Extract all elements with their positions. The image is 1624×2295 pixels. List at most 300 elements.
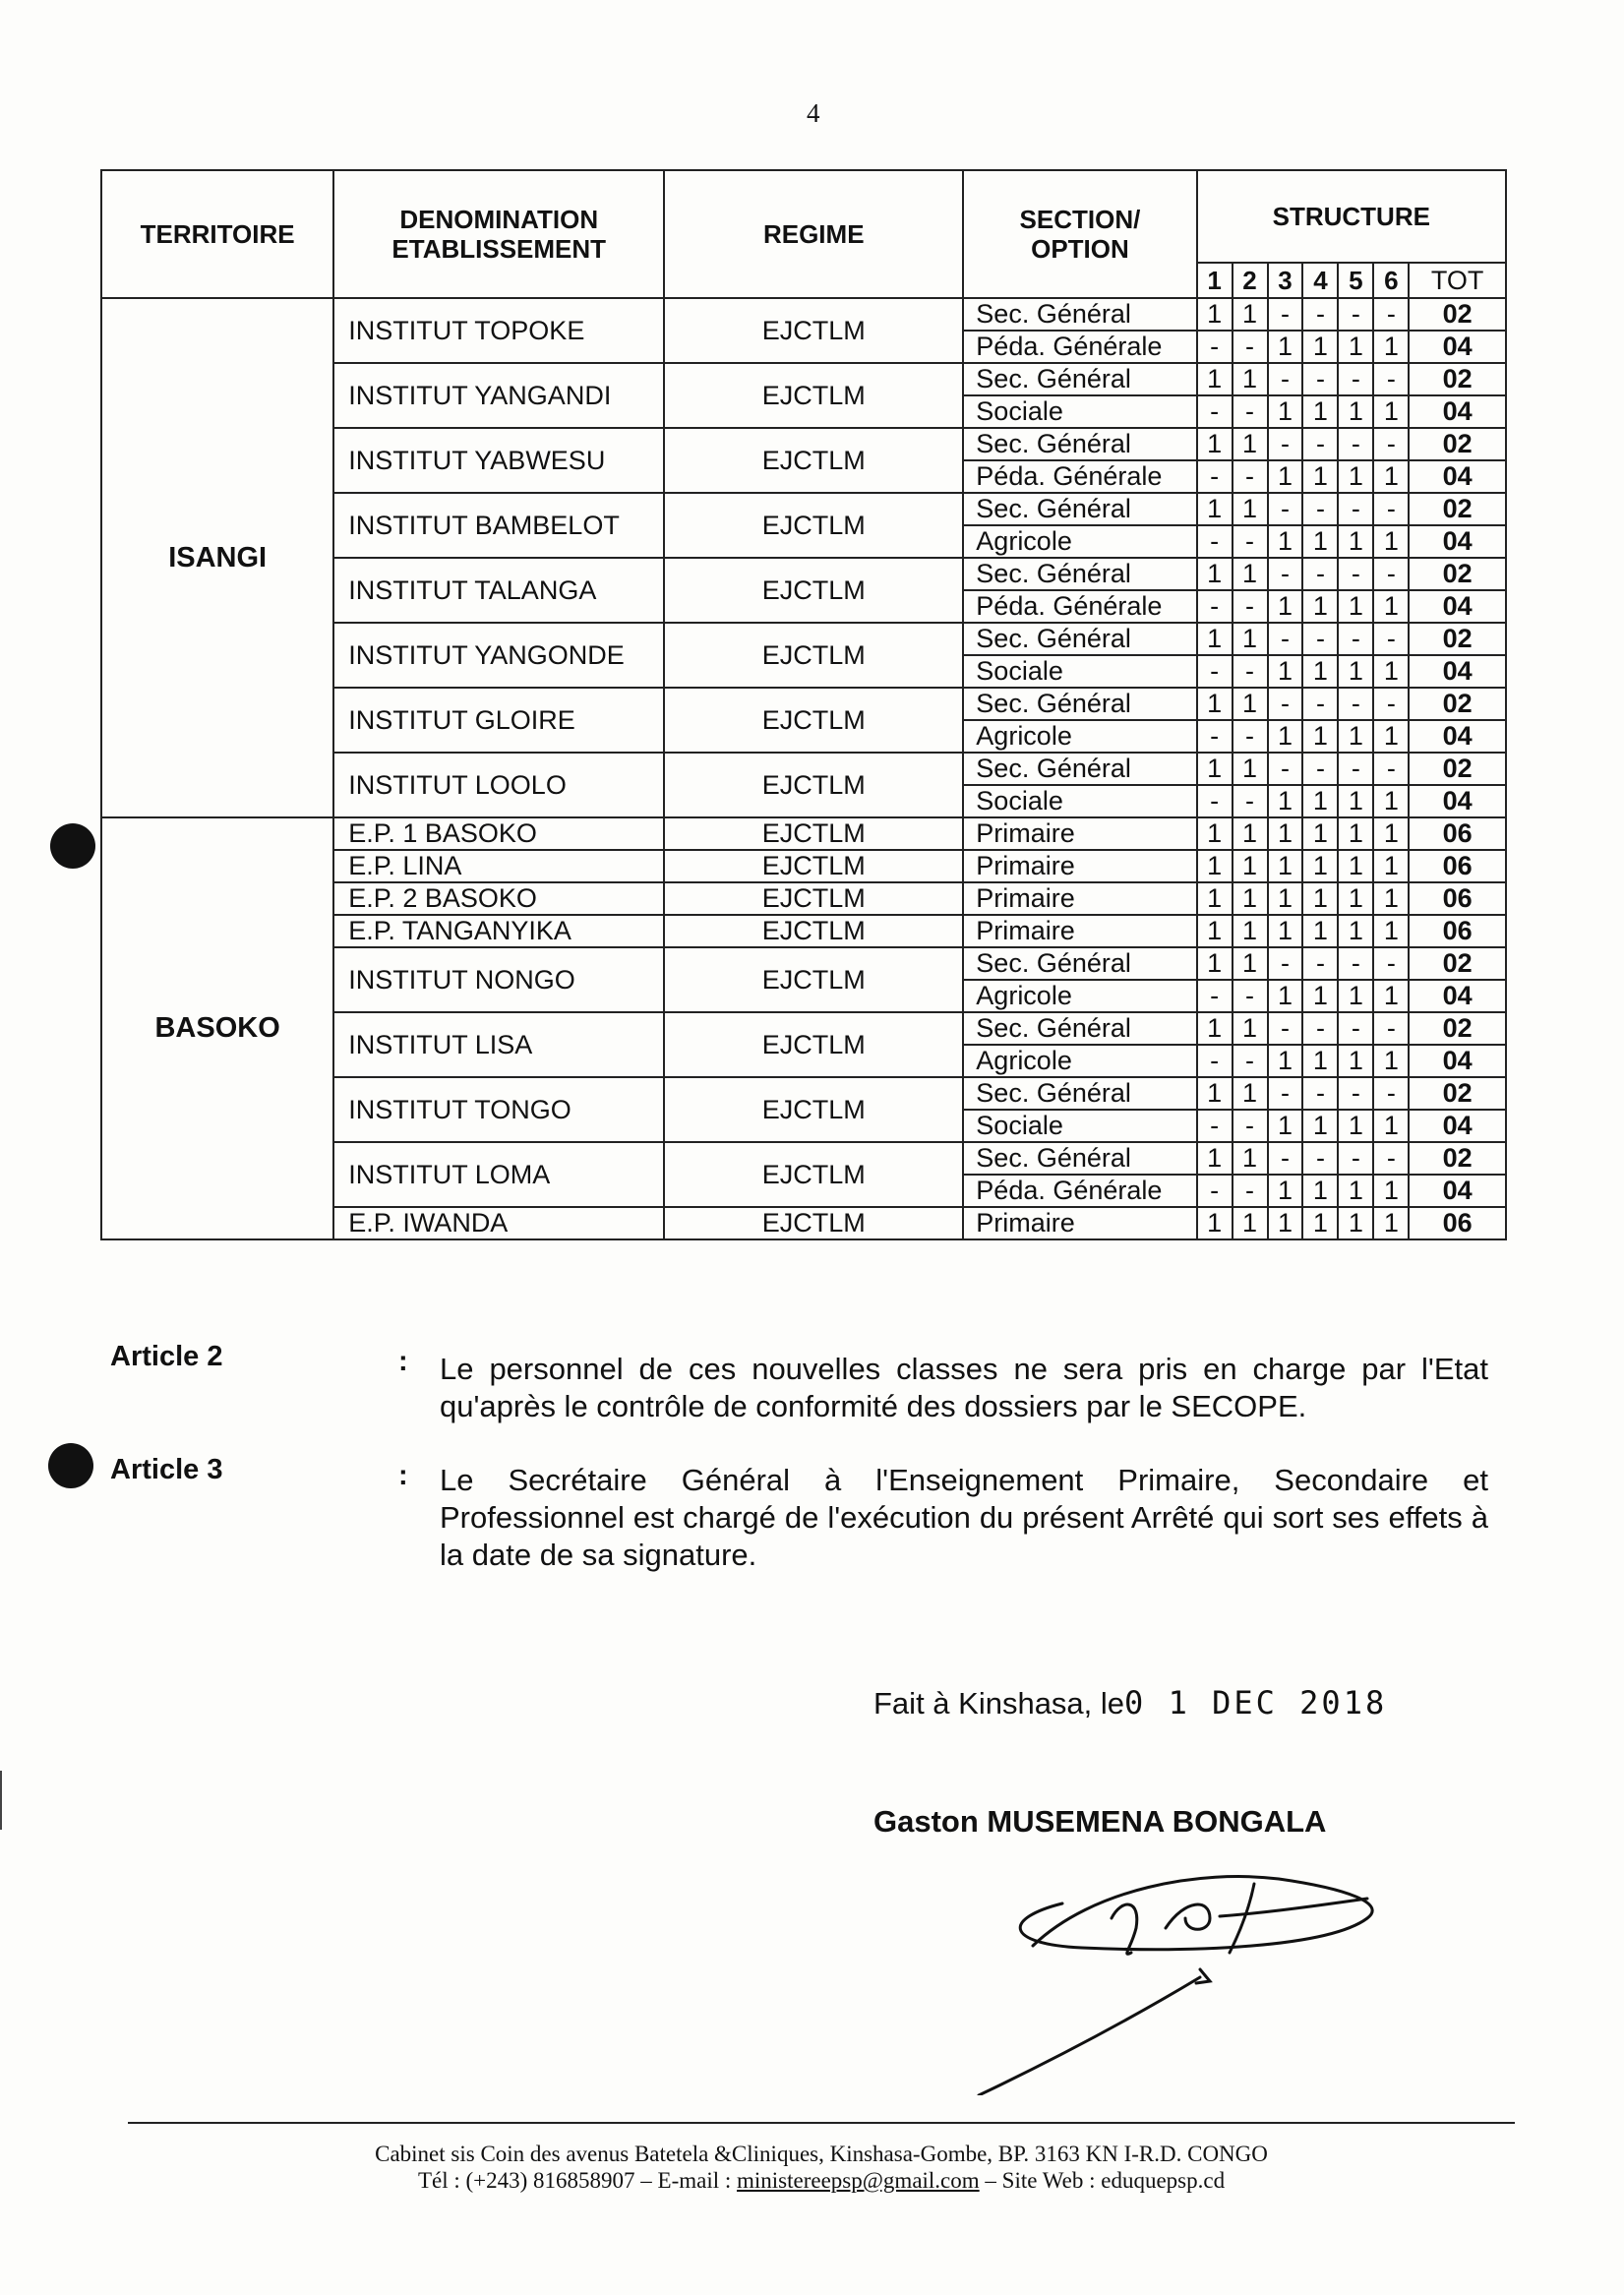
place-label: Fait à Kinshasa, le: [873, 1686, 1125, 1721]
level-2-cell: 1: [1233, 817, 1268, 850]
level-5-cell: -: [1338, 558, 1373, 590]
level-2-cell: 1: [1233, 428, 1268, 460]
section-cell: Sec. Général: [963, 688, 1196, 720]
level-4-cell: 1: [1302, 460, 1338, 493]
level-4-cell: 1: [1302, 980, 1338, 1012]
level-1-cell: 1: [1197, 623, 1233, 655]
level-3-cell: 1: [1268, 590, 1303, 623]
level-4-cell: -: [1302, 688, 1338, 720]
level-3-cell: 1: [1268, 331, 1303, 363]
level-2-cell: 1: [1233, 363, 1268, 395]
total-cell: 04: [1409, 395, 1506, 428]
page-number: 4: [807, 98, 820, 128]
level-2-cell: 1: [1233, 947, 1268, 980]
territoire-cell: BASOKO: [101, 817, 333, 1239]
level-1-cell: 1: [1197, 493, 1233, 525]
section-cell: Primaire: [963, 915, 1196, 947]
level-2-cell: 1: [1233, 493, 1268, 525]
section-cell: Agricole: [963, 720, 1196, 753]
section-cell: Sociale: [963, 395, 1196, 428]
level-2-cell: -: [1233, 1045, 1268, 1077]
level-3-cell: -: [1268, 493, 1303, 525]
footer-email-link[interactable]: ministereepsp@gmail.com: [737, 2168, 980, 2193]
level-2-cell: -: [1233, 1175, 1268, 1207]
school-name-cell: E.P. TANGANYIKA: [333, 915, 664, 947]
level-6-cell: 1: [1373, 525, 1409, 558]
level-6-cell: -: [1373, 688, 1409, 720]
section-cell: Sociale: [963, 655, 1196, 688]
level-1-cell: 1: [1197, 1077, 1233, 1110]
level-6-cell: 1: [1373, 882, 1409, 915]
level-3-cell: 1: [1268, 817, 1303, 850]
school-name-cell: INSTITUT TALANGA: [333, 558, 664, 623]
school-name-cell: E.P. 2 BASOKO: [333, 882, 664, 915]
header-level-6: 6: [1373, 263, 1409, 298]
regime-cell: EJCTLM: [664, 428, 963, 493]
article-3-text: Le Secrétaire Général à l'Enseignement Primaire, Secondaire et Professionnel est chargé de l'exécution du présent Arrêté qui sort ses effets à la date de sa signature.: [440, 1463, 1488, 1572]
section-cell: Sec. Général: [963, 428, 1196, 460]
header-level-2: 2: [1233, 263, 1268, 298]
school-name-cell: INSTITUT NONGO: [333, 947, 664, 1012]
level-6-cell: -: [1373, 428, 1409, 460]
level-2-cell: 1: [1233, 558, 1268, 590]
level-2-cell: -: [1233, 980, 1268, 1012]
school-name-cell: E.P. 1 BASOKO: [333, 817, 664, 850]
regime-cell: EJCTLM: [664, 493, 963, 558]
level-3-cell: -: [1268, 298, 1303, 331]
level-3-cell: 1: [1268, 1207, 1303, 1239]
footer-website: – Site Web : eduquepsp.cd: [979, 2168, 1226, 2193]
level-3-cell: 1: [1268, 915, 1303, 947]
total-cell: 02: [1409, 1012, 1506, 1045]
article-3-label: Article 3: [110, 1454, 223, 1485]
level-5-cell: 1: [1338, 1110, 1373, 1142]
total-cell: 06: [1409, 817, 1506, 850]
level-2-cell: -: [1233, 395, 1268, 428]
level-6-cell: 1: [1373, 331, 1409, 363]
section-cell: Agricole: [963, 1045, 1196, 1077]
level-6-cell: -: [1373, 1012, 1409, 1045]
total-cell: 02: [1409, 493, 1506, 525]
school-name-cell: INSTITUT BAMBELOT: [333, 493, 664, 558]
level-3-cell: 1: [1268, 882, 1303, 915]
level-3-cell: 1: [1268, 785, 1303, 817]
level-6-cell: 1: [1373, 1045, 1409, 1077]
level-2-cell: 1: [1233, 850, 1268, 882]
total-cell: 04: [1409, 655, 1506, 688]
level-2-cell: -: [1233, 460, 1268, 493]
regime-cell: EJCTLM: [664, 947, 963, 1012]
school-name-cell: INSTITUT TOPOKE: [333, 298, 664, 363]
level-1-cell: -: [1197, 395, 1233, 428]
section-cell: Primaire: [963, 1207, 1196, 1239]
level-6-cell: -: [1373, 623, 1409, 655]
regime-cell: EJCTLM: [664, 817, 963, 850]
level-4-cell: -: [1302, 363, 1338, 395]
level-3-cell: -: [1268, 1077, 1303, 1110]
level-1-cell: 1: [1197, 428, 1233, 460]
section-cell: Péda. Générale: [963, 460, 1196, 493]
total-cell: 04: [1409, 331, 1506, 363]
level-5-cell: 1: [1338, 1045, 1373, 1077]
scan-edge-mark: [0, 1771, 2, 1830]
level-2-cell: 1: [1233, 882, 1268, 915]
level-6-cell: 1: [1373, 1207, 1409, 1239]
level-5-cell: -: [1338, 298, 1373, 331]
level-5-cell: 1: [1338, 1207, 1373, 1239]
total-cell: 02: [1409, 947, 1506, 980]
regime-cell: EJCTLM: [664, 915, 963, 947]
level-5-cell: -: [1338, 363, 1373, 395]
level-5-cell: 1: [1338, 817, 1373, 850]
level-5-cell: 1: [1338, 525, 1373, 558]
level-4-cell: 1: [1302, 1207, 1338, 1239]
section-cell: Sec. Général: [963, 493, 1196, 525]
school-name-cell: INSTITUT GLOIRE: [333, 688, 664, 753]
total-cell: 04: [1409, 590, 1506, 623]
regime-cell: EJCTLM: [664, 623, 963, 688]
total-cell: 04: [1409, 1110, 1506, 1142]
level-3-cell: 1: [1268, 980, 1303, 1012]
level-2-cell: 1: [1233, 688, 1268, 720]
level-1-cell: -: [1197, 1175, 1233, 1207]
total-cell: 06: [1409, 1207, 1506, 1239]
header-denomination: DENOMINATION ETABLISSEMENT: [333, 170, 664, 298]
level-5-cell: -: [1338, 1077, 1373, 1110]
level-1-cell: 1: [1197, 688, 1233, 720]
footer-contact: [128, 2168, 1515, 2194]
footer-phone: Tél : (+243) 816858907 – E-mail :: [417, 2168, 737, 2193]
level-4-cell: 1: [1302, 655, 1338, 688]
level-3-cell: -: [1268, 947, 1303, 980]
article-2-label: Article 2: [110, 1341, 223, 1372]
level-4-cell: 1: [1302, 720, 1338, 753]
level-4-cell: 1: [1302, 785, 1338, 817]
level-3-cell: 1: [1268, 720, 1303, 753]
level-2-cell: 1: [1233, 915, 1268, 947]
level-4-cell: -: [1302, 428, 1338, 460]
level-1-cell: -: [1197, 525, 1233, 558]
level-6-cell: -: [1373, 558, 1409, 590]
level-5-cell: 1: [1338, 980, 1373, 1012]
level-1-cell: -: [1197, 720, 1233, 753]
level-6-cell: 1: [1373, 590, 1409, 623]
date-stamp: 0 1 DEC 2018: [1124, 1684, 1388, 1721]
level-5-cell: -: [1338, 688, 1373, 720]
level-4-cell: 1: [1302, 395, 1338, 428]
level-1-cell: -: [1197, 980, 1233, 1012]
level-1-cell: 1: [1197, 882, 1233, 915]
level-2-cell: 1: [1233, 1207, 1268, 1239]
total-cell: 02: [1409, 1077, 1506, 1110]
total-cell: 06: [1409, 850, 1506, 882]
level-5-cell: -: [1338, 753, 1373, 785]
level-1-cell: -: [1197, 460, 1233, 493]
level-2-cell: -: [1233, 1110, 1268, 1142]
article-2-text: Le personnel de ces nouvelles classes ne sera pris en charge par l'Etat qu'après le contrôle de conformité des dossiers par le SECOPE.: [440, 1352, 1488, 1423]
section-cell: Sociale: [963, 1110, 1196, 1142]
section-cell: Agricole: [963, 525, 1196, 558]
level-5-cell: -: [1338, 493, 1373, 525]
regime-cell: EJCTLM: [664, 1142, 963, 1207]
level-3-cell: 1: [1268, 1110, 1303, 1142]
school-name-cell: INSTITUT YANGANDI: [333, 363, 664, 428]
level-4-cell: 1: [1302, 331, 1338, 363]
level-5-cell: 1: [1338, 785, 1373, 817]
level-3-cell: -: [1268, 623, 1303, 655]
level-4-cell: -: [1302, 298, 1338, 331]
total-cell: 04: [1409, 1175, 1506, 1207]
footer-divider: [128, 2122, 1515, 2124]
level-2-cell: 1: [1233, 298, 1268, 331]
level-2-cell: 1: [1233, 1012, 1268, 1045]
article-2-colon: :: [398, 1346, 408, 1377]
regime-cell: EJCTLM: [664, 1077, 963, 1142]
level-4-cell: -: [1302, 1077, 1338, 1110]
level-1-cell: 1: [1197, 558, 1233, 590]
level-5-cell: 1: [1338, 915, 1373, 947]
level-6-cell: -: [1373, 363, 1409, 395]
level-6-cell: 1: [1373, 1110, 1409, 1142]
header-regime: REGIME: [664, 170, 963, 298]
level-4-cell: 1: [1302, 1175, 1338, 1207]
section-cell: Péda. Générale: [963, 1175, 1196, 1207]
header-level-3: 3: [1268, 263, 1303, 298]
header-territoire: TERRITOIRE: [101, 170, 333, 298]
regime-cell: EJCTLM: [664, 558, 963, 623]
footer-address: Cabinet sis Coin des avenus Batetela &Cliniques, Kinshasa-Gombe, BP. 3163 KN I-R.D. CONGO: [375, 2142, 1268, 2166]
level-1-cell: 1: [1197, 947, 1233, 980]
level-4-cell: 1: [1302, 1110, 1338, 1142]
level-1-cell: 1: [1197, 1207, 1233, 1239]
level-2-cell: 1: [1233, 1077, 1268, 1110]
school-name-cell: INSTITUT LISA: [333, 1012, 664, 1077]
level-6-cell: -: [1373, 753, 1409, 785]
total-cell: 02: [1409, 298, 1506, 331]
level-5-cell: -: [1338, 1142, 1373, 1175]
regime-cell: EJCTLM: [664, 1207, 963, 1239]
section-cell: Péda. Générale: [963, 331, 1196, 363]
punch-hole-mark: [48, 1443, 93, 1488]
level-6-cell: 1: [1373, 655, 1409, 688]
level-6-cell: 1: [1373, 460, 1409, 493]
level-3-cell: -: [1268, 363, 1303, 395]
level-4-cell: 1: [1302, 915, 1338, 947]
level-3-cell: 1: [1268, 1045, 1303, 1077]
level-5-cell: -: [1338, 947, 1373, 980]
total-cell: 06: [1409, 882, 1506, 915]
school-name-cell: E.P. LINA: [333, 850, 664, 882]
level-6-cell: -: [1373, 1077, 1409, 1110]
total-cell: 04: [1409, 980, 1506, 1012]
section-cell: Sec. Général: [963, 1142, 1196, 1175]
level-5-cell: 1: [1338, 850, 1373, 882]
header-level-5: 5: [1338, 263, 1373, 298]
total-cell: 02: [1409, 753, 1506, 785]
header-section: SECTION/ OPTION: [963, 170, 1196, 298]
level-1-cell: 1: [1197, 850, 1233, 882]
level-1-cell: 1: [1197, 1012, 1233, 1045]
level-5-cell: -: [1338, 428, 1373, 460]
level-6-cell: -: [1373, 1142, 1409, 1175]
total-cell: 04: [1409, 460, 1506, 493]
structure-table: [100, 169, 1507, 1240]
level-4-cell: -: [1302, 947, 1338, 980]
level-5-cell: 1: [1338, 395, 1373, 428]
section-cell: Péda. Générale: [963, 590, 1196, 623]
level-2-cell: -: [1233, 720, 1268, 753]
handwritten-signature: [974, 1859, 1407, 2095]
school-name-cell: INSTITUT YABWESU: [333, 428, 664, 493]
level-2-cell: -: [1233, 785, 1268, 817]
level-5-cell: 1: [1338, 655, 1373, 688]
total-cell: 04: [1409, 720, 1506, 753]
table-header-row: [101, 170, 1506, 263]
level-3-cell: 1: [1268, 1175, 1303, 1207]
level-1-cell: -: [1197, 785, 1233, 817]
section-cell: Primaire: [963, 882, 1196, 915]
total-cell: 02: [1409, 363, 1506, 395]
section-cell: Sec. Général: [963, 1077, 1196, 1110]
school-name-cell: INSTITUT LOOLO: [333, 753, 664, 817]
total-cell: 02: [1409, 623, 1506, 655]
level-2-cell: -: [1233, 331, 1268, 363]
section-cell: Sec. Général: [963, 753, 1196, 785]
regime-cell: EJCTLM: [664, 363, 963, 428]
level-6-cell: -: [1373, 493, 1409, 525]
level-2-cell: -: [1233, 655, 1268, 688]
level-3-cell: -: [1268, 753, 1303, 785]
level-3-cell: 1: [1268, 395, 1303, 428]
level-4-cell: 1: [1302, 882, 1338, 915]
level-6-cell: 1: [1373, 850, 1409, 882]
level-1-cell: 1: [1197, 298, 1233, 331]
total-cell: 04: [1409, 1045, 1506, 1077]
level-5-cell: 1: [1338, 1175, 1373, 1207]
school-name-cell: INSTITUT LOMA: [333, 1142, 664, 1207]
level-1-cell: -: [1197, 1110, 1233, 1142]
level-5-cell: 1: [1338, 720, 1373, 753]
level-6-cell: -: [1373, 298, 1409, 331]
level-3-cell: -: [1268, 688, 1303, 720]
level-1-cell: 1: [1197, 363, 1233, 395]
territoire-cell: ISANGI: [101, 298, 333, 817]
table-row: [101, 817, 1506, 850]
punch-hole-mark: [50, 823, 95, 869]
regime-cell: EJCTLM: [664, 882, 963, 915]
total-cell: 02: [1409, 688, 1506, 720]
regime-cell: EJCTLM: [664, 753, 963, 817]
total-cell: 04: [1409, 525, 1506, 558]
header-level-1: 1: [1197, 263, 1233, 298]
level-4-cell: -: [1302, 558, 1338, 590]
section-cell: Sec. Général: [963, 298, 1196, 331]
level-1-cell: 1: [1197, 915, 1233, 947]
regime-cell: EJCTLM: [664, 1012, 963, 1077]
level-5-cell: 1: [1338, 331, 1373, 363]
level-4-cell: -: [1302, 1142, 1338, 1175]
level-3-cell: -: [1268, 428, 1303, 460]
school-name-cell: INSTITUT YANGONDE: [333, 623, 664, 688]
school-name-cell: E.P. IWANDA: [333, 1207, 664, 1239]
section-cell: Sociale: [963, 785, 1196, 817]
total-cell: 04: [1409, 785, 1506, 817]
level-2-cell: 1: [1233, 1142, 1268, 1175]
level-2-cell: -: [1233, 590, 1268, 623]
level-5-cell: 1: [1338, 590, 1373, 623]
level-1-cell: 1: [1197, 753, 1233, 785]
level-3-cell: -: [1268, 1142, 1303, 1175]
section-cell: Sec. Général: [963, 363, 1196, 395]
header-structure: STRUCTURE: [1197, 170, 1506, 263]
level-6-cell: 1: [1373, 785, 1409, 817]
level-4-cell: -: [1302, 1012, 1338, 1045]
level-3-cell: 1: [1268, 460, 1303, 493]
level-3-cell: 1: [1268, 525, 1303, 558]
level-5-cell: 1: [1338, 460, 1373, 493]
level-1-cell: -: [1197, 1045, 1233, 1077]
section-cell: Agricole: [963, 980, 1196, 1012]
level-4-cell: 1: [1302, 1045, 1338, 1077]
level-6-cell: 1: [1373, 1175, 1409, 1207]
level-4-cell: 1: [1302, 525, 1338, 558]
level-4-cell: 1: [1302, 817, 1338, 850]
level-5-cell: -: [1338, 623, 1373, 655]
school-name-cell: INSTITUT TONGO: [333, 1077, 664, 1142]
level-6-cell: 1: [1373, 395, 1409, 428]
level-5-cell: -: [1338, 1012, 1373, 1045]
total-cell: 06: [1409, 915, 1506, 947]
level-4-cell: 1: [1302, 850, 1338, 882]
article-3-colon: :: [398, 1460, 408, 1491]
section-cell: Sec. Général: [963, 1012, 1196, 1045]
section-cell: Sec. Général: [963, 623, 1196, 655]
section-cell: Sec. Général: [963, 558, 1196, 590]
level-2-cell: 1: [1233, 753, 1268, 785]
level-5-cell: 1: [1338, 882, 1373, 915]
level-1-cell: 1: [1197, 1142, 1233, 1175]
total-cell: 02: [1409, 428, 1506, 460]
total-cell: 02: [1409, 558, 1506, 590]
level-2-cell: -: [1233, 525, 1268, 558]
section-cell: Primaire: [963, 817, 1196, 850]
level-3-cell: -: [1268, 1012, 1303, 1045]
level-4-cell: -: [1302, 753, 1338, 785]
place-and-date: [873, 1684, 1387, 1721]
level-6-cell: 1: [1373, 720, 1409, 753]
level-6-cell: -: [1373, 947, 1409, 980]
level-4-cell: -: [1302, 493, 1338, 525]
level-4-cell: -: [1302, 623, 1338, 655]
level-1-cell: -: [1197, 655, 1233, 688]
signer-name: Gaston MUSEMENA BONGALA: [873, 1804, 1327, 1839]
level-1-cell: -: [1197, 590, 1233, 623]
header-total: TOT: [1409, 263, 1506, 298]
level-3-cell: -: [1268, 558, 1303, 590]
regime-cell: EJCTLM: [664, 298, 963, 363]
level-6-cell: 1: [1373, 980, 1409, 1012]
level-1-cell: 1: [1197, 817, 1233, 850]
section-cell: Primaire: [963, 850, 1196, 882]
header-level-4: 4: [1302, 263, 1338, 298]
table-row: [101, 298, 1506, 331]
level-4-cell: 1: [1302, 590, 1338, 623]
section-cell: Sec. Général: [963, 947, 1196, 980]
total-cell: 02: [1409, 1142, 1506, 1175]
regime-cell: EJCTLM: [664, 850, 963, 882]
level-1-cell: -: [1197, 331, 1233, 363]
level-3-cell: 1: [1268, 850, 1303, 882]
